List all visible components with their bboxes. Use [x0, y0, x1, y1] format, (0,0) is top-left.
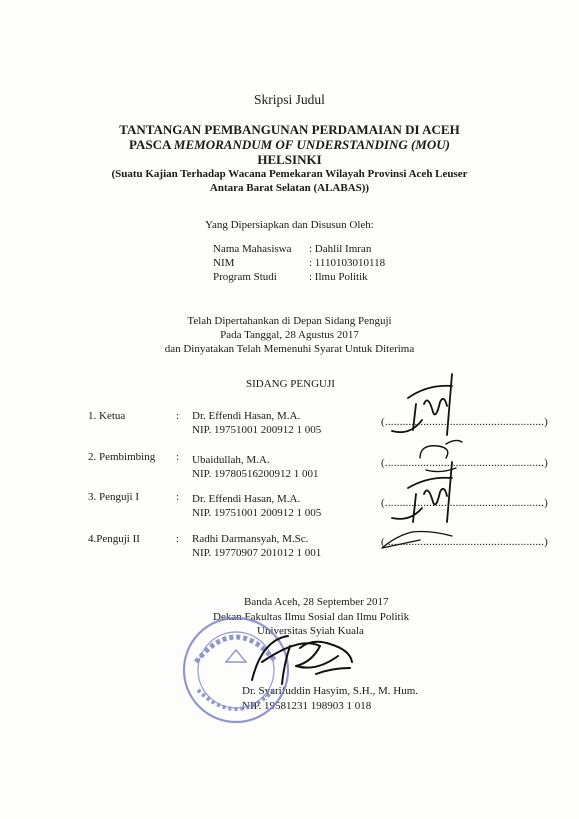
examiner-signature-line: (......................................................) — [381, 457, 549, 469]
student-field-value: : Dahlil Imran — [309, 243, 372, 255]
examiner-colon: : — [176, 491, 180, 503]
examiner-2-signature — [420, 440, 462, 471]
examiner-colon: : — [176, 410, 180, 422]
student-field-label: Program Studi — [213, 271, 277, 283]
examiner-4-signature — [382, 532, 452, 549]
examiner-nip: NIP. 19751001 200912 1 005 — [192, 424, 322, 436]
prepared-by-label: Yang Dipersiapkan dan Disusun Oleh: — [205, 219, 374, 231]
defense-statement-line2: Pada Tanggal, 28 Agustus 2017 — [220, 329, 359, 341]
thesis-title-line2-italic: MEMORANDUM OF UNDERSTANDING (MOU) — [173, 137, 450, 152]
examiner-signature-line: (......................................................) — [381, 497, 549, 509]
student-field-label: NIM — [213, 257, 235, 269]
thesis-title-line2-prefix: PASCA — [129, 137, 174, 152]
thesis-subtitle-line1: (Suatu Kajian Terhadap Wacana Pemekaran Wilayah Provinsi Aceh Leuser — [111, 168, 468, 180]
examiner-nip: NIP. 19751001 200912 1 005 — [192, 507, 322, 519]
defense-statement-line3: dan Dinyatakan Telah Memenuhi Syarat Untuk Diterima — [164, 343, 415, 355]
examiner-1-signature — [392, 374, 452, 435]
examiner-signature-line: (......................................................) — [381, 536, 549, 548]
examiner-signature-line: (......................................................) — [381, 416, 549, 428]
examiner-name: Ubaidullah, M.A. — [192, 454, 270, 466]
examiner-role: 2. Pembimbing — [88, 451, 156, 463]
examiner-name: Dr. Effendi Hasan, M.A. — [192, 493, 301, 505]
thesis-title-line1: TANTANGAN PEMBANGUNAN PERDAMAIAN DI ACEH — [119, 122, 460, 137]
student-field-value: : Ilmu Politik — [309, 271, 368, 283]
examiner-role: 3. Penguji I — [88, 491, 140, 503]
thesis-subtitle-line2: Antara Barat Selatan (ALABAS)) — [209, 182, 370, 194]
signing-date: Banda Aceh, 28 September 2017 — [244, 596, 389, 608]
examiner-name: Radhi Darmansyah, M.Sc. — [192, 533, 309, 545]
defense-statement-line1: Telah Dipertahankan di Depan Sidang Penguji — [187, 315, 392, 327]
examiner-nip: NIP. 19770907 201012 1 001 — [192, 547, 322, 559]
document-heading: Skripsi Judul — [254, 92, 325, 107]
examiner-colon: : — [176, 451, 180, 463]
examiner-nip: NIP. 19780516200912 1 001 — [192, 468, 319, 480]
examiner-role: 4.Penguji II — [88, 533, 140, 545]
dean-title: Dekan Fakultas Ilmu Sosial dan Ilmu Politik — [213, 611, 410, 623]
student-field-value: : 1110103010118 — [309, 257, 386, 269]
examiner-role: 1. Ketua — [88, 410, 126, 422]
thesis-title-line3: HELSINKI — [257, 152, 322, 167]
dean-signature — [252, 636, 352, 684]
dean-name: Dr. Syarifuddin Hasyim, S.H., M. Hum. — [242, 685, 418, 697]
university-name: Universitas Syiah Kuala — [257, 625, 364, 637]
examiner-colon: : — [176, 533, 180, 545]
dean-nip: NIP. 19581231 198903 1 018 — [242, 700, 372, 712]
examiner-name: Dr. Effendi Hasan, M.A. — [192, 410, 301, 422]
student-field-label: Nama Mahasiswa — [213, 243, 292, 255]
committee-heading: SIDANG PENGUJI — [246, 378, 335, 390]
